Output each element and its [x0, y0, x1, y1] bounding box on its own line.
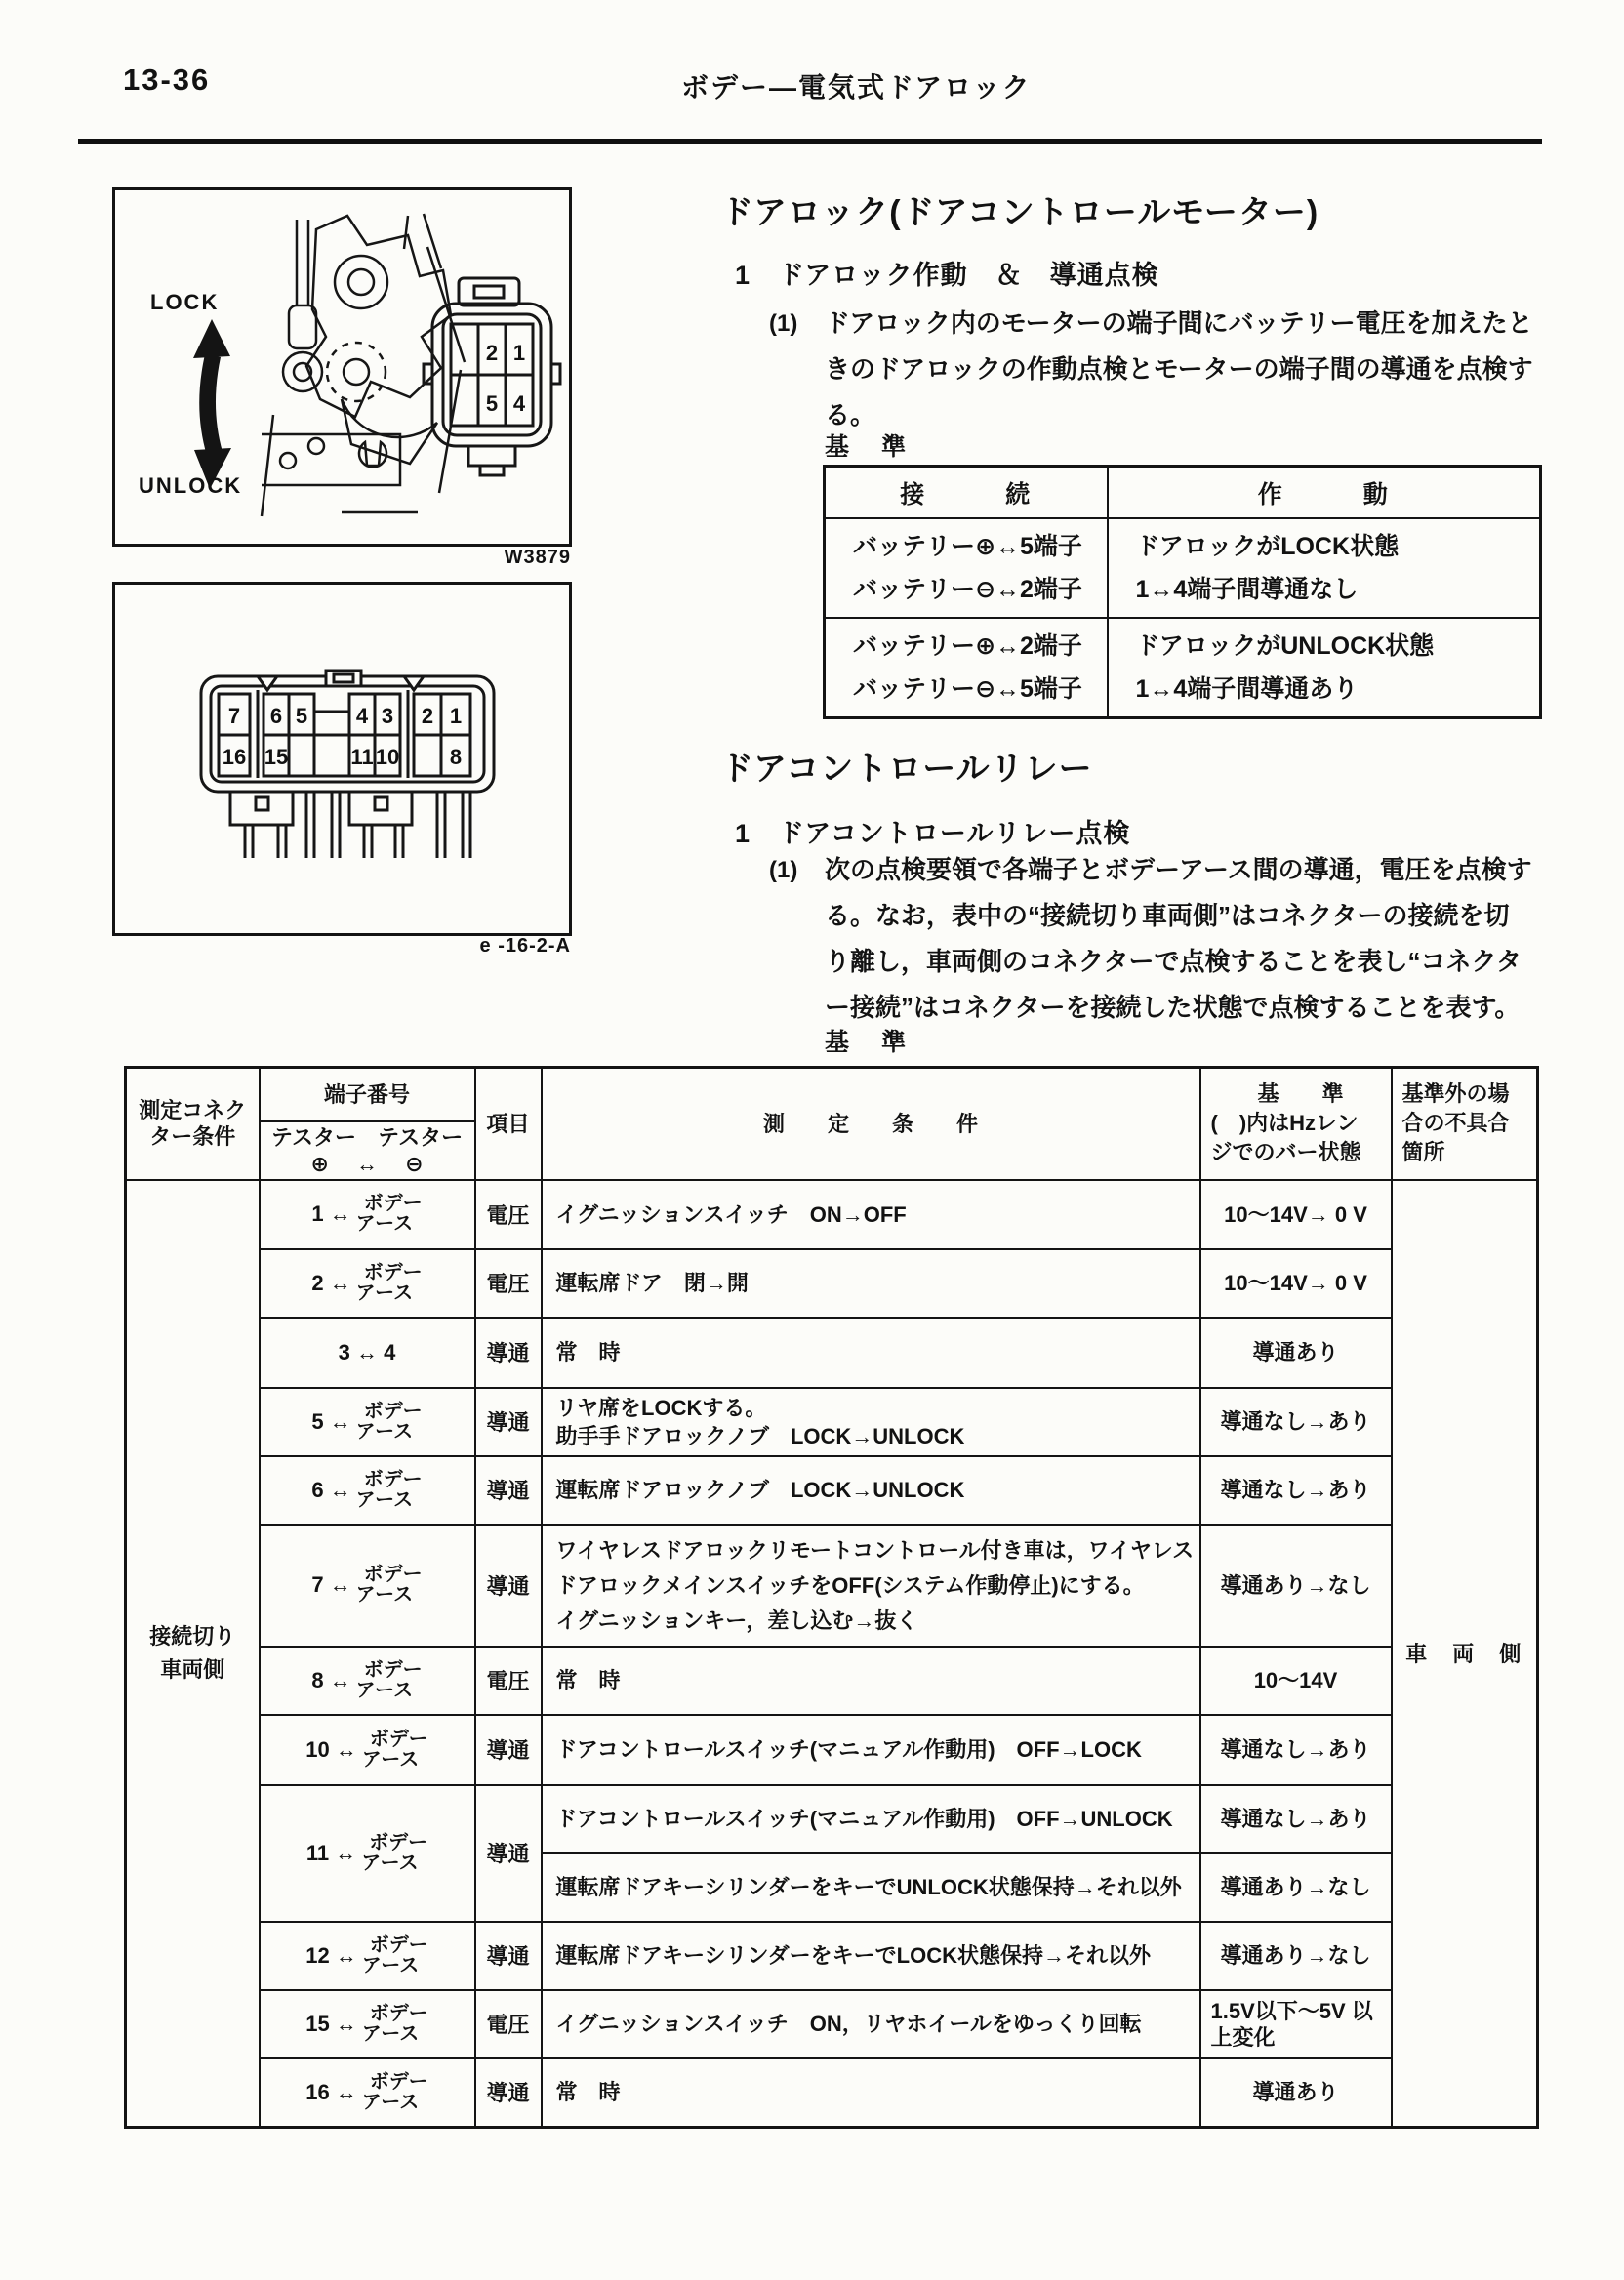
- step-text-line: り離し，車両側のコネクターで点検することを表し“コネクタ: [825, 947, 1522, 976]
- header-rule: [78, 139, 1542, 144]
- step-text-line: 次の点検要領で各端子とボデーアース間の導通，電圧を点検す: [825, 855, 1532, 884]
- terminal-cell: 16 ↔ ボデー アース: [260, 2058, 475, 2128]
- item-cell: 導通: [475, 1318, 542, 1388]
- step-text-line: ー接続”はコネクターを接続した状態で点検することを表す。: [825, 993, 1521, 1022]
- relay-connector-diagram: [115, 585, 569, 933]
- standard-cell: 導通なし→あり: [1200, 1388, 1392, 1456]
- standard-cell: 導通あり→なし: [1200, 1525, 1392, 1647]
- relay-pin-label: 7: [227, 704, 241, 728]
- condition-cell: イグニッションスイッチ ON→OFF: [542, 1180, 1200, 1249]
- standard-cell: 導通なし→あり: [1200, 1785, 1392, 1853]
- connector-pin-label: 1: [512, 341, 526, 365]
- figure-caption-e-16-2-a: e -16-2-A: [479, 935, 571, 957]
- action-line: ドアロックがLOCK状態: [1135, 533, 1400, 560]
- fault-location-header: 基準外の場 合の不具合 箇所: [1392, 1068, 1538, 1180]
- terminal-cell: 7 ↔ ボデー アース: [260, 1525, 475, 1647]
- figure-door-lock-box: [112, 187, 572, 547]
- relay-pin-label: 11: [350, 745, 374, 769]
- action-line: ドアロックがUNLOCK状態: [1135, 632, 1435, 660]
- relay-pin-label: 1: [449, 704, 463, 728]
- terminal-cell: 2 ↔ ボデー アース: [260, 1249, 475, 1318]
- terminal-cell: 11 ↔ ボデー アース: [260, 1785, 475, 1922]
- action-cell: [1108, 518, 1541, 618]
- terminal-cell: 3 ↔ 4: [260, 1318, 475, 1388]
- table-header-row: [126, 1068, 1538, 1121]
- doorlock-step-1: [769, 301, 1533, 438]
- item-cell: 電圧: [475, 1990, 542, 2058]
- connection-header: 接 続: [825, 467, 1108, 519]
- terminal-cell: 6 ↔ ボデー アース: [260, 1456, 475, 1525]
- condition-cell: 運転席ドアロックノブ LOCK→UNLOCK: [542, 1456, 1200, 1525]
- terminal-cell: 10 ↔ ボデー アース: [260, 1715, 475, 1785]
- terminal-cell: 8 ↔ ボデー アース: [260, 1647, 475, 1715]
- table-row: [126, 1647, 1538, 1715]
- step-text-line: る。: [825, 400, 876, 429]
- standard-cell: 導通あり→なし: [1200, 1853, 1392, 1922]
- lock-unlock-arrow-icon: [193, 319, 231, 489]
- connector-condition-cell: 接続切り 車両側: [126, 1180, 260, 2128]
- terminal-cell: 5 ↔ ボデー アース: [260, 1388, 475, 1456]
- relay-inspection-heading: 1 ドアコントロールリレー点検: [735, 819, 1131, 848]
- table-row: [126, 1785, 1538, 1853]
- item-cell: 電圧: [475, 1647, 542, 1715]
- condition-cell: 運転席ドア 閉→開: [542, 1249, 1200, 1318]
- connector-pin-label: 4: [512, 391, 526, 416]
- relay-pin-label: 2: [421, 704, 434, 728]
- measurement-condition-header: 測 定 条 件: [542, 1068, 1200, 1180]
- table-row: [126, 1318, 1538, 1388]
- standard-cell: 導通あり→なし: [1200, 1922, 1392, 1990]
- relay-pin-label: 10: [375, 745, 400, 769]
- relay-pin-label: 15: [264, 745, 289, 769]
- condition-cell: リヤ席をLOCKする。 助手手ドアロックノブ LOCK→UNLOCK: [542, 1388, 1200, 1456]
- standard-cell: 導通あり: [1200, 1318, 1392, 1388]
- item-cell: 導通: [475, 1922, 542, 1990]
- tester-polarity-header: テスター テスター ⊕ ↔ ⊖: [260, 1121, 475, 1180]
- standard-label: 基 準: [825, 433, 911, 461]
- condition-cell: 常 時: [542, 2058, 1200, 2128]
- condition-cell: イグニッションスイッチ ON，リヤホイールをゆっくり回転: [542, 1990, 1200, 2058]
- relay-inspection-table: [124, 1066, 1539, 2129]
- action-line: 1↔4端子間導通あり: [1135, 675, 1359, 703]
- terminal-cell: 12 ↔ ボデー アース: [260, 1922, 475, 1990]
- page-header-title: ボデー―電気式ドアロック: [681, 72, 1032, 102]
- standard-cell: 1.5V以下～5V 以上変化: [1200, 1990, 1392, 2058]
- condition-cell: ドアコントロールスイッチ(マニュアル作動用) OFF→UNLOCK: [542, 1785, 1200, 1853]
- step-text: [825, 847, 1532, 1031]
- relay-pin-label: 5: [295, 704, 308, 728]
- condition-cell: 運転席ドアキーシリンダーをキーでLOCK状態保持→それ以外: [542, 1922, 1200, 1990]
- connection-cell: [825, 618, 1108, 718]
- item-cell: 導通: [475, 1715, 542, 1785]
- terminal-cell: 1 ↔ ボデー アース: [260, 1180, 475, 1249]
- table-row: [825, 518, 1541, 618]
- table-row: [126, 1180, 1538, 1249]
- standard-label: 基 準: [825, 1029, 911, 1056]
- item-cell: 電圧: [475, 1249, 542, 1318]
- page-number: 13-36: [123, 62, 211, 97]
- step-text-line: ドアロック内のモーターの端子間にバッテリー電圧を加えたと: [825, 308, 1533, 338]
- standard-cell: 導通あり: [1200, 2058, 1392, 2128]
- action-cell: [1108, 618, 1541, 718]
- standard-cell: 導通なし→あり: [1200, 1456, 1392, 1525]
- measure-connector-condition-header: 測定コネク ター条件: [126, 1068, 260, 1180]
- terminal-cell: 15 ↔ ボデー アース: [260, 1990, 475, 2058]
- item-cell: 導通: [475, 1525, 542, 1647]
- step-text-line: きのドアロックの作動点検とモーターの端子間の導通を点検す: [825, 354, 1533, 384]
- step-text: [825, 301, 1533, 438]
- fault-location-cell: 車 両 側: [1392, 1180, 1538, 2128]
- item-header: 項目: [475, 1068, 542, 1180]
- item-cell: 導通: [475, 1388, 542, 1456]
- table-row: [126, 1990, 1538, 2058]
- relay-step-1: [769, 847, 1532, 1031]
- table-row: [126, 1388, 1538, 1456]
- relay-pin-label: 6: [269, 704, 283, 728]
- step-number: (1): [769, 310, 798, 337]
- standard-cell: 導通なし→あり: [1200, 1715, 1392, 1785]
- action-header: 作 動: [1108, 467, 1541, 519]
- step-number: (1): [769, 857, 798, 883]
- doorlock-operation-table: [823, 465, 1542, 719]
- condition-cell: ワイヤレスドアロックリモートコントロール付き車は，ワイヤレス ドアロックメインスイッチをOFF(システム作動停止)にする。 イグニッションキー，差し込む→抜く: [542, 1525, 1200, 1647]
- table-row: [126, 1715, 1538, 1785]
- table-row: [825, 618, 1541, 718]
- condition-cell: 常 時: [542, 1318, 1200, 1388]
- motor-connector-drawing: [424, 278, 560, 475]
- item-cell: 電圧: [475, 1180, 542, 1249]
- table-row: [126, 1922, 1538, 1990]
- figure-caption-w3879: W3879: [504, 547, 571, 568]
- relay-pin-label: 3: [381, 704, 394, 728]
- condition-cell: ドアコントロールスイッチ(マニュアル作動用) OFF→LOCK: [542, 1715, 1200, 1785]
- connection-line: バッテリー⊕↔2端子: [853, 632, 1082, 660]
- connection-line: バッテリー⊕↔5端子: [853, 533, 1082, 560]
- doorlock-title: ドアロック(ドアコントロールモーター): [720, 194, 1320, 231]
- table-row: [126, 2058, 1538, 2128]
- table-header-row: [825, 467, 1541, 519]
- connection-cell: [825, 518, 1108, 618]
- doorlock-inspection-heading: 1 ドアロック作動 ＆ 導通点検: [735, 261, 1159, 290]
- connection-line: バッテリー⊖↔2端子: [853, 576, 1082, 603]
- relay-pin-label: 4: [355, 704, 369, 728]
- relay-pin-label: 16: [222, 745, 247, 769]
- item-cell: 導通: [475, 2058, 542, 2128]
- standard-cell: 10～14V→ 0 V: [1200, 1249, 1392, 1318]
- standard-header: 基 準 ( )内はHzレン ジでのバー状態: [1200, 1068, 1392, 1180]
- standard-cell: 10～14V→ 0 V: [1200, 1180, 1392, 1249]
- lock-label: LOCK: [150, 290, 220, 314]
- unlock-label: UNLOCK: [139, 473, 243, 498]
- relay-title: ドアコントロールリレー: [720, 751, 1093, 788]
- step-text-line: る。なお，表中の“接続切り車両側”はコネクターの接続を切: [825, 901, 1510, 930]
- table-row: [126, 1249, 1538, 1318]
- condition-cell: 運転席ドアキーシリンダーをキーでUNLOCK状態保持→それ以外: [542, 1853, 1200, 1922]
- item-cell: 導通: [475, 1785, 542, 1922]
- connector-pin-label: 5: [485, 391, 499, 416]
- terminal-number-header: 端子番号: [260, 1068, 475, 1121]
- relay-pin-label: 8: [449, 745, 463, 769]
- table-row: [126, 1456, 1538, 1525]
- door-lock-diagram: [115, 190, 569, 544]
- standard-cell: 10～14V: [1200, 1647, 1392, 1715]
- figure-relay-connector-box: [112, 582, 572, 936]
- table-row: [126, 1525, 1538, 1647]
- action-line: 1↔4端子間導通なし: [1135, 576, 1359, 603]
- door-lock-mechanism-drawing: [262, 214, 465, 516]
- condition-cell: 常 時: [542, 1647, 1200, 1715]
- connector-pin-label: 2: [485, 341, 499, 365]
- connection-line: バッテリー⊖↔5端子: [853, 675, 1082, 703]
- item-cell: 導通: [475, 1456, 542, 1525]
